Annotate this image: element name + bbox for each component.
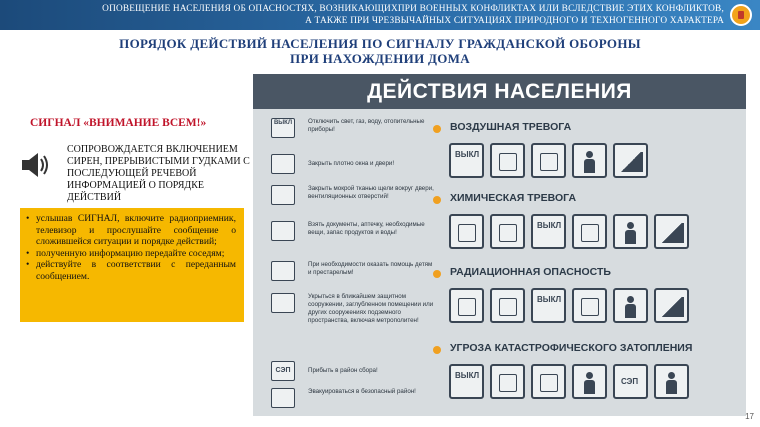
door-tile bbox=[490, 288, 525, 323]
documents-icon bbox=[271, 221, 295, 241]
action-text: Закрыть плотно окна и двери! bbox=[308, 160, 395, 167]
section-title: ХИМИЧЕСКАЯ ТРЕВОГА bbox=[450, 192, 577, 204]
action-text: Закрыть мокрой тканью щели вокруг двери, вентиляционных отверстий! bbox=[308, 185, 434, 200]
window-tile bbox=[490, 364, 525, 399]
bullet-icon bbox=[433, 196, 441, 204]
instruction-item: • полученную информацию передайте соседям; bbox=[26, 248, 236, 260]
power-off-tile: ВЫКЛ bbox=[449, 143, 484, 178]
door-icon bbox=[271, 185, 295, 205]
power-off-tile: ВЫКЛ bbox=[531, 288, 566, 323]
window-tile bbox=[449, 214, 484, 249]
documents-tile bbox=[572, 288, 607, 323]
shelter-tile bbox=[654, 214, 689, 249]
shelter-icon bbox=[271, 293, 295, 313]
window-tile bbox=[490, 143, 525, 178]
evacuation-tile bbox=[654, 364, 689, 399]
sep-icon: СЭП bbox=[271, 361, 295, 381]
action-text: Эвакуироваться в безопасный район! bbox=[308, 388, 416, 395]
speaker-icon bbox=[20, 150, 50, 180]
bullet-icon bbox=[433, 125, 441, 133]
header-bar bbox=[0, 0, 760, 30]
section-title: УГРОЗА КАТАСТРОФИЧЕСКОГО ЗАТОПЛЕНИЯ bbox=[450, 342, 693, 354]
header-line-1: ОПОВЕЩЕНИЕ НАСЕЛЕНИЯ ОБ ОПАСНОСТЯХ, ВОЗНИКАЮЩИХПРИ ВОЕННЫХ КОНФЛИКТАХ ИЛИ ВСЛЕДСТВИЕ ЭТИХ КОНФЛИКТОВ, bbox=[102, 4, 724, 14]
action-text: Взять документы, аптечку, необходимые вещи, запас продуктов и воды! bbox=[308, 221, 425, 236]
help-people-tile bbox=[613, 214, 648, 249]
window-icon bbox=[271, 154, 295, 174]
instruction-item: • услышав СИГНАЛ, включите радиоприемник, телевизор и прослушайте сообщение о сложившейся ситуации и порядке действий; bbox=[26, 213, 236, 248]
signal-description: СОПРОВОЖДАЕТСЯ ВКЛЮЧЕНИЕМ СИРЕН, ПРЕРЫВИСТЫМИ ГУДКАМИ С ПОСЛЕДУЮЩЕЙ РЕЧЕВОЙ ИНФОРМАЦИЕЙ О ПОРЯДКЕ ДЕЙСТВИЙ bbox=[67, 144, 250, 203]
page-title-line-1: ПОРЯДОК ДЕЙСТВИЙ НАСЕЛЕНИЯ ПО СИГНАЛУ ГРАЖДАНСКОЙ ОБОРОНЫ bbox=[119, 36, 641, 51]
power-off-icon: ВЫКЛ bbox=[271, 118, 295, 138]
help-people-tile bbox=[613, 288, 648, 323]
actions-panel bbox=[253, 74, 746, 416]
help-people-icon bbox=[271, 261, 295, 281]
door-tile bbox=[490, 214, 525, 249]
instruction-item: • действуйте в соответствии с переданным сообщением. bbox=[26, 259, 236, 282]
documents-tile bbox=[572, 214, 607, 249]
documents-tile bbox=[531, 364, 566, 399]
action-text: При необходимости оказать помощь детям и престарелым! bbox=[308, 261, 433, 276]
section-title: ВОЗДУШНАЯ ТРЕВОГА bbox=[450, 121, 572, 133]
action-text: Укрыться в ближайшем защитном сооружении, заглубленном помещении или других сооружениях подземного пространства, включая метрополитен! bbox=[308, 293, 434, 324]
emblem-icon bbox=[730, 4, 752, 26]
page-number: 17 bbox=[745, 412, 754, 421]
action-text: Прибыть в район сбора! bbox=[308, 367, 378, 374]
page-title-line-2: ПРИ НАХОЖДЕНИИ ДОМА bbox=[290, 51, 470, 66]
help-people-tile bbox=[572, 143, 607, 178]
power-off-tile: ВЫКЛ bbox=[531, 214, 566, 249]
instructions-box bbox=[20, 208, 244, 322]
sep-tile: СЭП bbox=[613, 364, 648, 399]
signal-title: СИГНАЛ «ВНИМАНИЕ ВСЕМ!» bbox=[30, 117, 207, 129]
header-line-2: А ТАКЖЕ ПРИ ЧРЕЗВЫЧАЙНЫХ СИТУАЦИЯХ ПРИРОДНОГО И ТЕХНОГЕННОГО ХАРАКТЕРА bbox=[305, 16, 724, 26]
section-title: РАДИАЦИОННАЯ ОПАСНОСТЬ bbox=[450, 266, 611, 278]
documents-tile bbox=[531, 143, 566, 178]
help-people-tile bbox=[572, 364, 607, 399]
bullet-icon bbox=[433, 270, 441, 278]
power-off-tile: ВЫКЛ bbox=[449, 364, 484, 399]
evacuation-icon bbox=[271, 388, 295, 408]
panel-heading: ДЕЙСТВИЯ НАСЕЛЕНИЯ bbox=[253, 74, 746, 109]
shelter-tile bbox=[613, 143, 648, 178]
bullet-icon bbox=[433, 346, 441, 354]
shelter-tile bbox=[654, 288, 689, 323]
window-tile bbox=[449, 288, 484, 323]
action-text: Отключить свет, газ, воду, отопительные приборы! bbox=[308, 118, 425, 133]
